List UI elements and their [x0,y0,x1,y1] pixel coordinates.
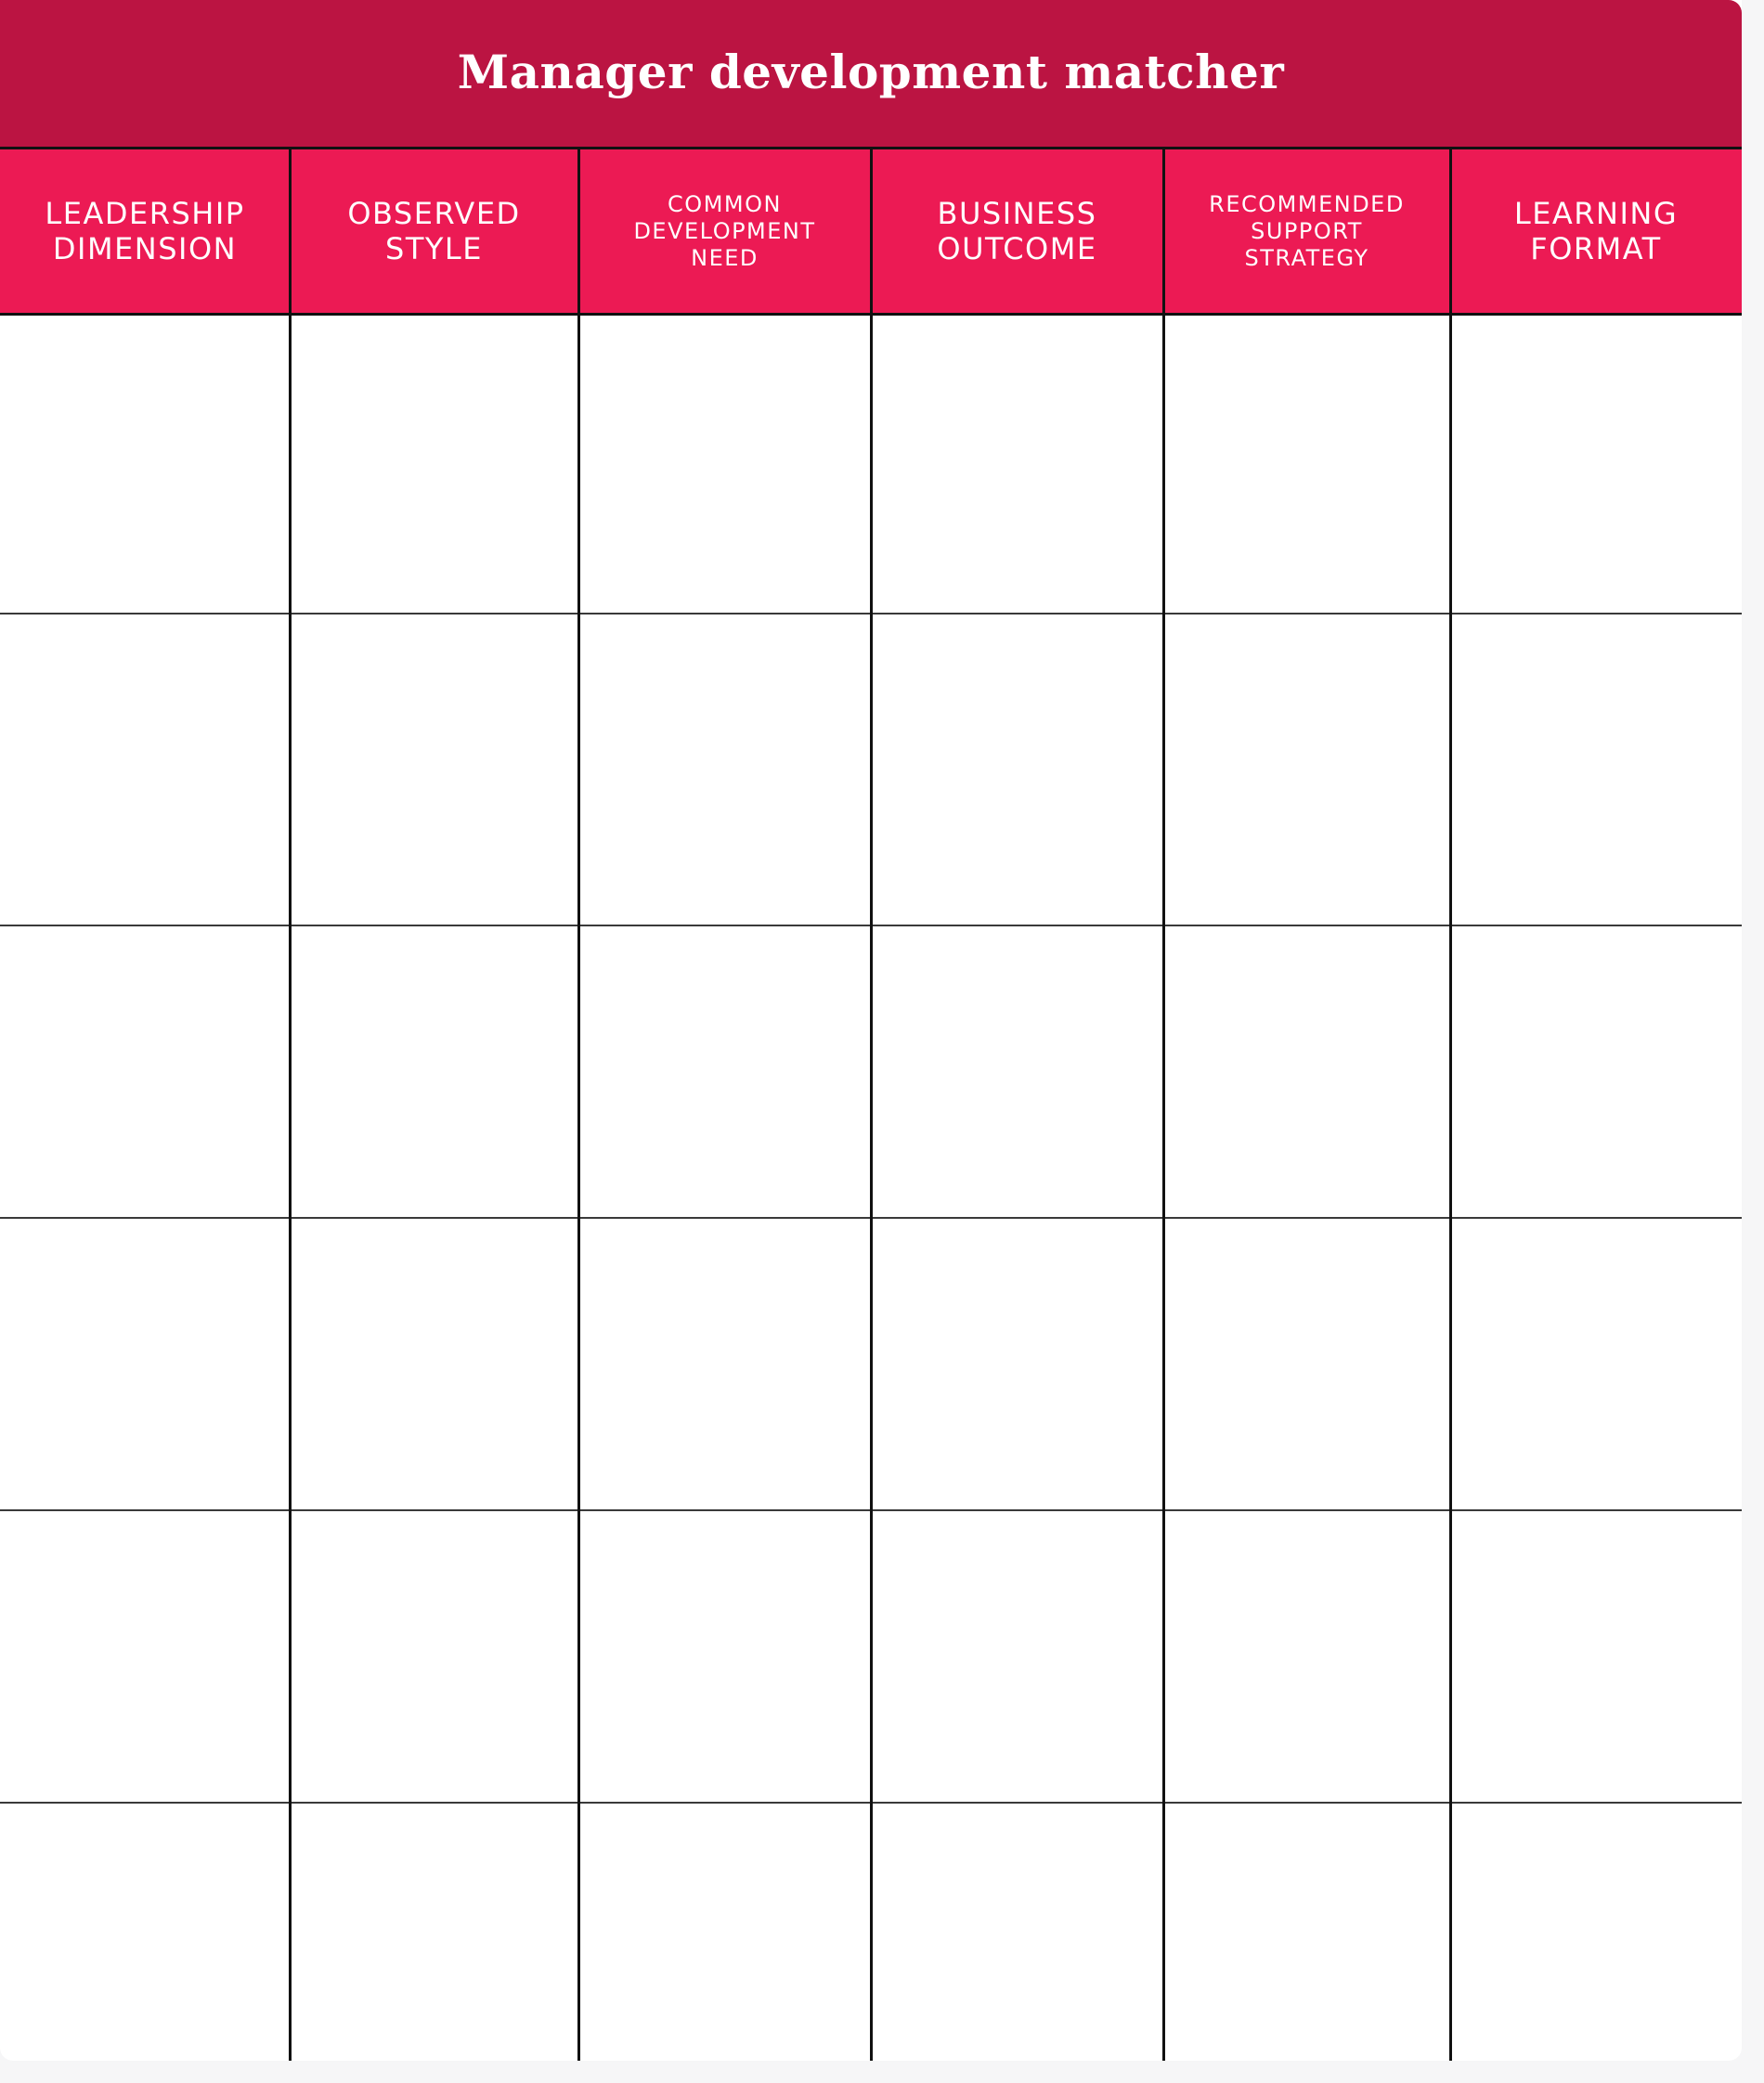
table-cell[interactable] [578,614,871,925]
table-cell[interactable] [871,1218,1163,1510]
column-header-line: SUPPORT [1251,217,1363,244]
column-header-line: STRATEGY [1244,244,1369,271]
table-cell[interactable] [290,1803,578,2061]
table-cell[interactable] [0,925,290,1218]
table-cell[interactable] [1163,925,1450,1218]
column-header-6 [1450,149,1742,313]
table-cell[interactable] [871,925,1163,1218]
table-cell[interactable] [0,1510,290,1803]
column-divider [870,147,873,2061]
table-cell[interactable] [1450,614,1742,925]
table-cell[interactable] [290,316,578,614]
table-cell[interactable] [1450,1510,1742,1803]
title-bar [0,0,1742,147]
table-cell[interactable] [290,1510,578,1803]
table-cell[interactable] [0,316,290,614]
column-header-line: RECOMMENDED [1209,190,1405,217]
column-header-line: LEARNING [1513,196,1679,231]
table-cell[interactable] [871,316,1163,614]
table-cell[interactable] [1163,1510,1450,1803]
column-header-line: LEADERSHIP [45,196,245,231]
table-cell[interactable] [871,614,1163,925]
column-divider [577,147,580,2061]
table-cell[interactable] [578,925,871,1218]
table-cell[interactable] [578,1218,871,1510]
column-header-line: OUTCOME [937,231,1097,266]
table-cell[interactable] [1450,1803,1742,2061]
column-header-line: DIMENSION [52,231,238,266]
column-header-1 [0,149,290,313]
table-cell[interactable] [290,1218,578,1510]
table-cell[interactable] [0,1218,290,1510]
table-cell[interactable] [578,1803,871,2061]
column-header-line: NEED [691,244,759,271]
table-cell[interactable] [1163,316,1450,614]
table-cell[interactable] [1450,1218,1742,1510]
table-cell[interactable] [1163,1218,1450,1510]
column-divider [1162,147,1165,2061]
table-cell[interactable] [1163,1803,1450,2061]
column-divider [1449,147,1452,2061]
column-header-4 [871,149,1163,313]
table-cell[interactable] [578,316,871,614]
table-cell[interactable] [1163,614,1450,925]
table-cell[interactable] [871,1803,1163,2061]
table-cell[interactable] [871,1510,1163,1803]
worksheet-title: Manager development matcher [457,44,1285,99]
table-cell[interactable] [1450,316,1742,614]
column-header-2 [290,149,578,313]
column-header-line: STYLE [385,231,483,266]
column-header-line: OBSERVED [347,196,521,231]
table-cell[interactable] [0,1803,290,2061]
table-cell[interactable] [0,614,290,925]
column-header-line: DEVELOPMENT [633,217,816,244]
column-header-line: FORMAT [1530,231,1662,266]
column-header-line: BUSINESS [937,196,1097,231]
column-header-5 [1163,149,1450,313]
column-header-line: COMMON [668,190,782,217]
table-cell[interactable] [290,925,578,1218]
table-cell[interactable] [578,1510,871,1803]
table-cell[interactable] [1450,925,1742,1218]
column-header-3 [578,149,871,313]
table-cell[interactable] [290,614,578,925]
column-divider [289,147,292,2061]
